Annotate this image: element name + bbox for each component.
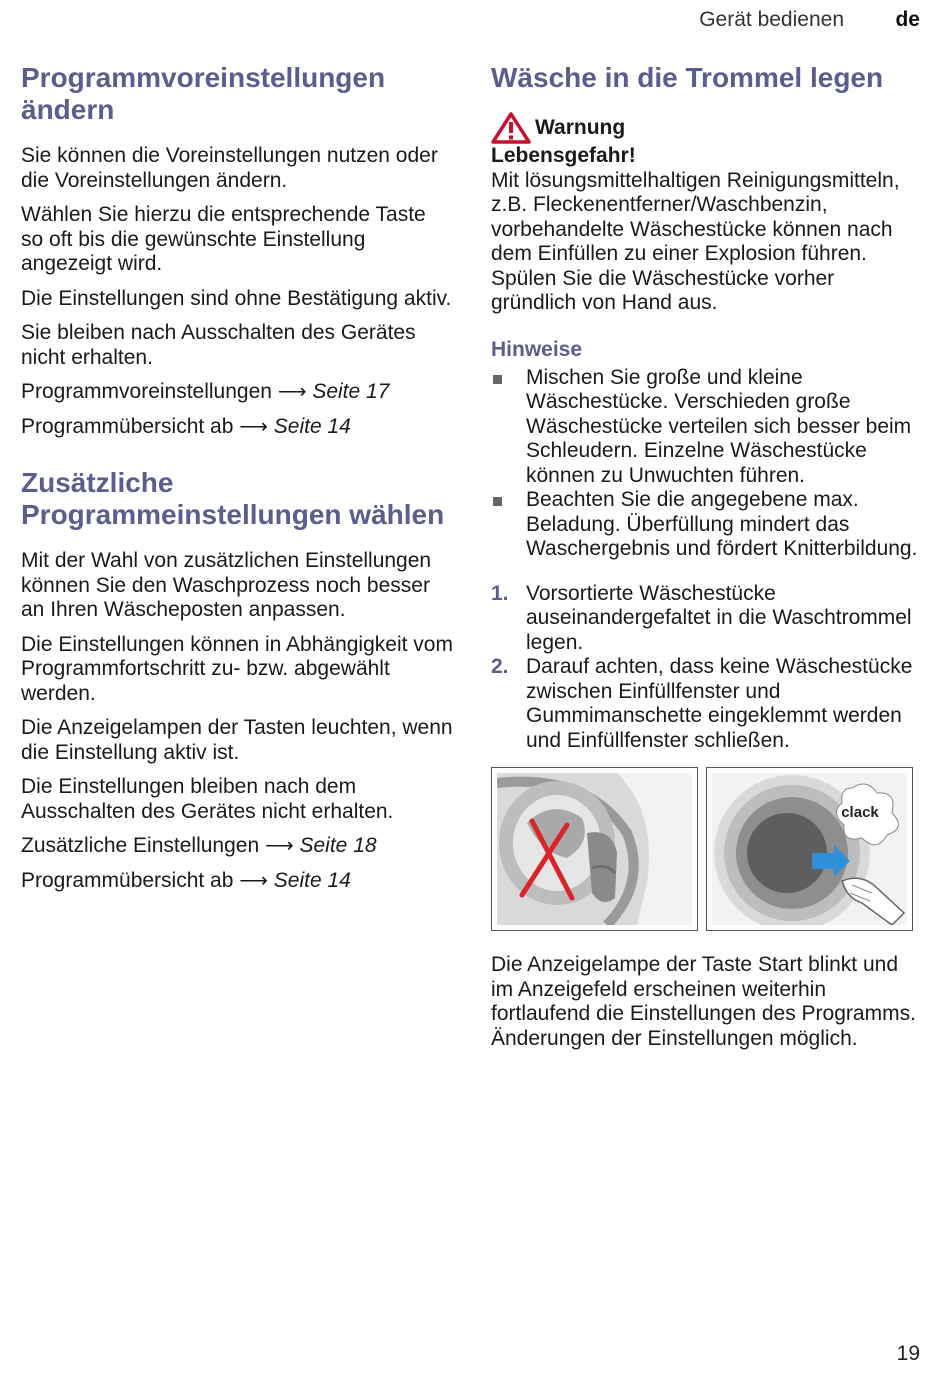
- step-text: Darauf achten, dass keine Wäschestücke zwischen Einfüllfenster und Gummimanschette eingeklemmt werden und Einfüllfenster schließen.: [526, 655, 913, 752]
- paragraph: Die Einstellungen bleiben nach dem Ausschalten des Gerätes nicht erhalten.: [21, 775, 394, 823]
- running-header-language: de: [895, 8, 920, 31]
- step-text: Vorsortierte Wäschestücke auseinandergefaltet in die Waschtrommel legen.: [526, 581, 912, 654]
- paragraph: Sie können die Voreinstellungen nutzen oder die Voreinstellungen ändern.: [21, 144, 438, 192]
- page-link[interactable]: Seite 18: [299, 834, 377, 857]
- paragraph: Die Anzeigelampen der Tasten leuchten, wenn die Einstellung aktiv ist.: [21, 716, 453, 764]
- steps-list: [491, 582, 921, 754]
- step-number: 2.: [491, 655, 509, 678]
- arrow-right-icon: ⟶: [264, 835, 294, 857]
- heading-zusaetzliche-einstellungen: Zusätzliche Programmeinstellungen wählen: [21, 467, 445, 530]
- cross-reference: [21, 869, 453, 894]
- cross-reference: [21, 834, 453, 859]
- arrow-right-icon: ⟶: [239, 415, 268, 438]
- paragraph: Die Einstellungen können in Abhängigkeit vom Programmfortschritt zu- bzw. abgewählt werden.: [21, 632, 453, 705]
- warning-label-text: Warnung: [535, 116, 626, 139]
- cross-reference-text: Programmvoreinstellungen: [21, 380, 272, 403]
- list-item: [491, 488, 921, 562]
- page-number: 19: [896, 1342, 920, 1365]
- cross-reference: [21, 415, 453, 440]
- running-header-section: Gerät bedienen: [699, 8, 844, 31]
- bullet-square-icon: [493, 375, 502, 384]
- illustration-close-door: [706, 767, 913, 931]
- warning-triangle-icon: [491, 112, 531, 144]
- list-item-text: Mischen Sie große und kleine Wäschestücke. Verschieden große Wäschestücke verteilen sich besser beim Schleudern. Einzelne Wäschestücke können zu Unwuchten führen.: [526, 365, 912, 487]
- illustration-wrong-loading: [491, 767, 698, 931]
- page-link[interactable]: Seite 17: [312, 380, 390, 403]
- clack-label: clack: [841, 804, 879, 821]
- step-number: 1.: [491, 581, 509, 605]
- paragraph: Die Einstellungen sind ohne Bestätigung aktiv.: [21, 286, 452, 310]
- closing-paragraph: Die Anzeigelampe der Taste Start blinkt und im Anzeigefeld erscheinen weiterhin fortlaufend die Einstellungen des Programms. Änderungen der Einstellungen möglich.: [491, 953, 916, 1050]
- washing-drum-clamped-laundry-image: [497, 773, 692, 925]
- warning-text: Mit lösungsmittelhaltigen Reinigungsmitteln, z.B. Fleckenentferner/Waschbenzin, vorbehandelte Wäschestücke können nach dem Einfüllen zu einer Explosion führen.: [491, 168, 900, 265]
- warning-label: [491, 112, 921, 144]
- page-link[interactable]: Seite 14: [273, 414, 351, 438]
- washing-machine-door-closing-image: [712, 773, 907, 925]
- illustrations: [491, 767, 921, 931]
- notes-heading: Hinweise: [491, 337, 583, 361]
- paragraph: Mit der Wahl von zusätzlichen Einstellungen können Sie den Waschprozess noch besser an Ihren Wäscheposten anpassen.: [21, 549, 432, 621]
- step-item: [491, 655, 921, 753]
- cross-reference-text: Programmübersicht ab: [21, 868, 234, 892]
- list-item: [491, 366, 921, 489]
- list-item-text: Beachten Sie die angegebene max. Beladung. Überfüllung mindert das Waschergebnis und fördert Knitterbildung.: [526, 488, 918, 560]
- bullet-square-icon: [493, 497, 502, 506]
- warning-text: Spülen Sie die Wäschestücke vorher gründlich von Hand aus.: [491, 266, 835, 314]
- right-column: [491, 62, 921, 1061]
- page-link[interactable]: Seite 14: [273, 868, 351, 892]
- cross-reference: [21, 380, 453, 405]
- heading-programmvoreinstellungen: Programmvoreinstellungen ändern: [21, 62, 386, 125]
- notes-list: [491, 366, 921, 562]
- arrow-right-icon: ⟶: [239, 869, 268, 892]
- warning-heading: Lebensgefahr!: [491, 144, 636, 167]
- cross-reference-text: Zusätzliche Einstellungen: [21, 834, 260, 857]
- paragraph: Wählen Sie hierzu die entsprechende Taste so oft bis die gewünschte Einstellung angezeigt wird.: [21, 203, 426, 275]
- step-item: [491, 582, 921, 656]
- heading-waesche-einlegen: Wäsche in die Trommel legen: [491, 62, 884, 93]
- paragraph: Sie bleiben nach Ausschalten des Gerätes nicht erhalten.: [21, 321, 416, 369]
- arrow-right-icon: ⟶: [277, 381, 307, 403]
- cross-reference-text: Programmübersicht ab: [21, 414, 234, 438]
- left-column: [21, 62, 453, 903]
